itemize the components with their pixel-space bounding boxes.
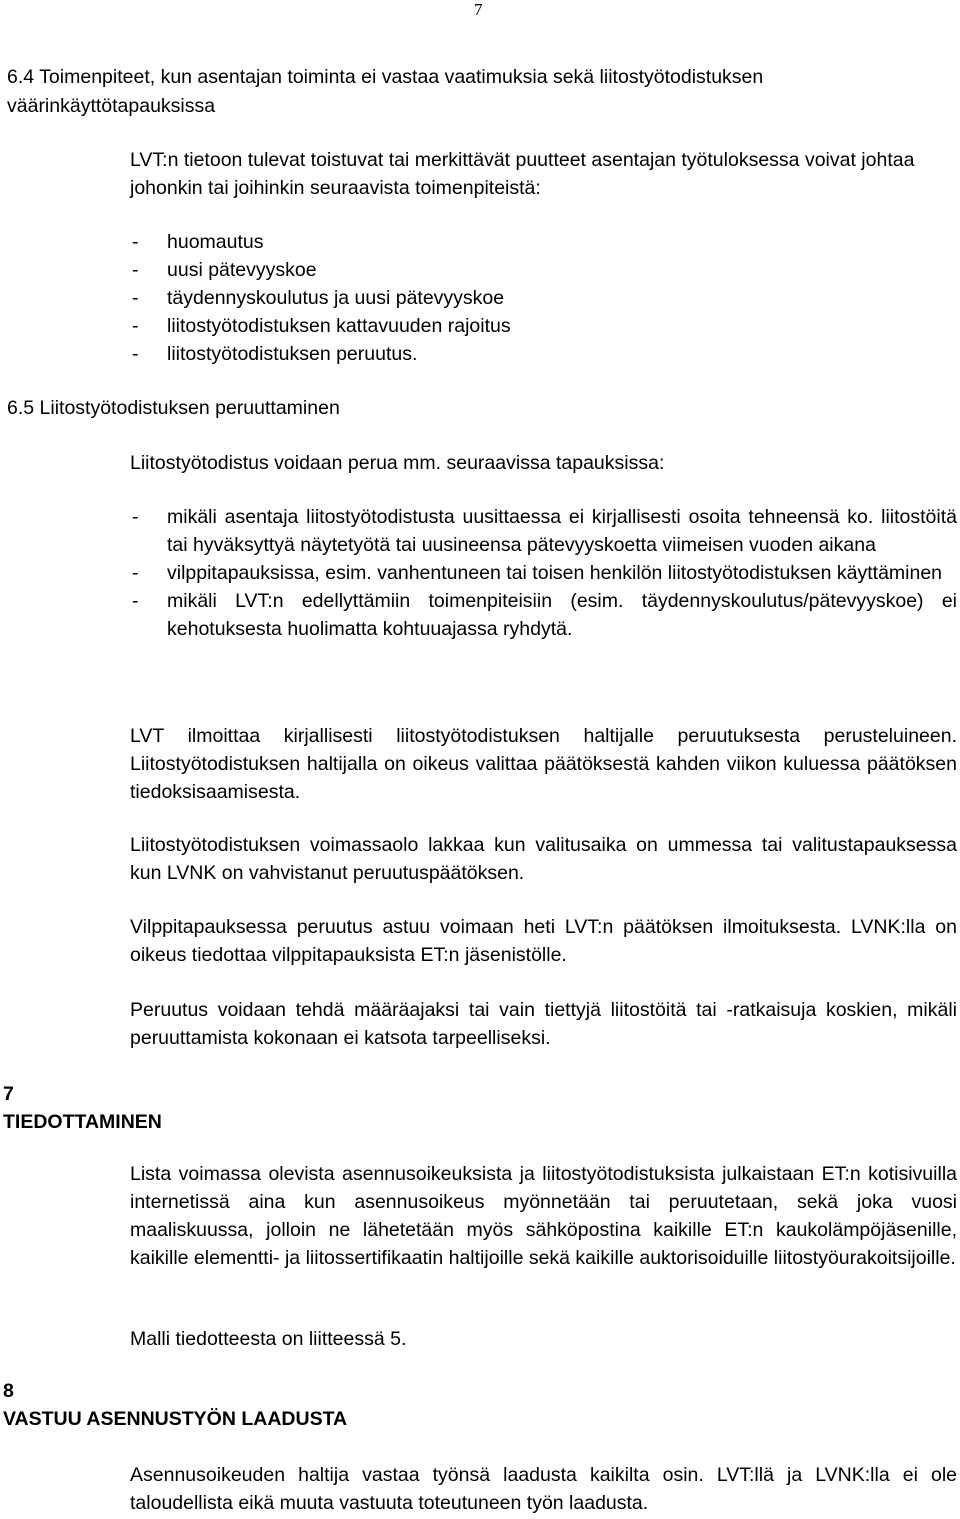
- list-item: [130, 228, 957, 256]
- section-6-4-intro: LVT:n tietoon tulevat toistuvat tai merkittävät puutteet asentajan työtuloksessa voivat johtaa johonkin tai joihinkin seuraavista toimenpiteistä:: [130, 149, 915, 199]
- section-6-5-list: [130, 503, 957, 643]
- paragraph: Lista voimassa olevista asennusoikeuksista ja liitostyötodistuksista julkaistaan ET:n kotisivuilla internetissä aina kun asennusoikeus myönnetään tai peruutetaan, sekä joka vuosi maaliskuussa, jolloin ne lähetetään myös sähköpostina kaikille ET:n kaukolämpöjäsenille, kaikille elementti- ja liitossertifikaatin haltijoille sekä kaikille auktorisoiduille liitostyöurakoitsijoille.: [130, 1163, 957, 1269]
- list-item: [130, 503, 957, 559]
- paragraph: Malli tiedotteesta on liitteessä 5.: [130, 1328, 407, 1350]
- section-number: 7: [3, 1083, 14, 1105]
- list-item-text: mikäli LVT:n edellyttämiin toimenpiteisiin (esim. täydennyskoulutus/pätevyyskoe) ei kehotuksesta huolimatta kohtuuajassa ryhdytä.: [167, 590, 957, 640]
- list-dash: -: [132, 231, 139, 253]
- list-item: [130, 587, 957, 643]
- paragraph-block: [130, 996, 957, 1052]
- list-item-text: liitostyötodistuksen kattavuuden rajoitus: [167, 315, 511, 337]
- page-number: 7: [474, 0, 483, 19]
- paragraph: Vilppitapauksessa peruutus astuu voimaan heti LVT:n päätöksen ilmoituksesta. LVNK:lla on oikeus tiedottaa vilppitapauksista ET:n jäsenistölle.: [130, 916, 957, 966]
- paragraph: Liitostyötodistuksen voimassaolo lakkaa kun valitusaika on ummessa tai valitustapauksessa kun LVNK on vahvistanut peruutuspäätöksen.: [130, 834, 957, 884]
- list-item: [130, 340, 957, 368]
- paragraph-block: [130, 1325, 957, 1353]
- paragraph: Asennusoikeuden haltija vastaa työnsä laadusta kaikilta osin. LVT:llä ja LVNK:lla ei ole taloudellista eikä muuta vastuuta toteutuneen työn laadusta.: [130, 1464, 957, 1514]
- section-8-heading: [3, 1377, 347, 1433]
- paragraph-block: [130, 831, 957, 887]
- list-item-text: liitostyötodistuksen peruutus.: [167, 343, 418, 365]
- paragraph-block: [130, 1461, 957, 1517]
- list-item-text: mikäli asentaja liitostyötodistusta uusittaessa ei kirjallisesti osoita tehneensä ko. liitostöitä tai hyväksyttyä näytetyötä tai uusineensa pätevyyskoetta viimeisen vuoden aikana: [167, 506, 957, 556]
- section-6-4-list: [130, 228, 957, 368]
- list-dash: -: [132, 287, 139, 309]
- list-dash: -: [132, 590, 139, 612]
- section-6-5-intro-block: [130, 449, 957, 477]
- paragraph-block: [130, 722, 957, 806]
- list-item: [130, 559, 957, 587]
- revocation-cases-list: [130, 503, 957, 643]
- list-dash: -: [132, 562, 139, 584]
- list-item: [130, 284, 957, 312]
- paragraph: Peruutus voidaan tehdä määräajaksi tai vain tiettyjä liitostöitä tai -ratkaisuja koskien, mikäli peruuttamista kokonaan ei katsota tarpeelliseksi.: [130, 999, 957, 1049]
- section-6-5-intro: Liitostyötodistus voidaan perua mm. seuraavissa tapauksissa:: [130, 452, 665, 474]
- paragraph-block: [130, 913, 957, 969]
- section-6-4-heading: 6.4 Toimenpiteet, kun asentajan toiminta ei vastaa vaatimuksia sekä liitostyötodistuksen väärinkäyttötapauksissa: [7, 66, 764, 117]
- list-item-text: täydennyskoulutus ja uusi pätevyyskoe: [167, 287, 505, 309]
- list-dash: -: [132, 343, 139, 365]
- list-dash: -: [132, 506, 139, 528]
- list-dash: -: [132, 259, 139, 281]
- list-item-text: uusi pätevyyskoe: [167, 259, 317, 281]
- section-6-4-body: [130, 146, 957, 202]
- section-title: TIEDOTTAMINEN: [3, 1111, 162, 1133]
- list-dash: -: [132, 315, 139, 337]
- section-6-5-heading: 6.5 Liitostyötodistuksen peruuttaminen: [7, 397, 340, 419]
- paragraph: LVT ilmoittaa kirjallisesti liitostyötodistuksen haltijalle peruutuksesta perusteluineen. Liitostyötodistuksen haltijalla on oikeus valittaa päätöksestä kahden viikon kuluessa päätöksen tiedoksisaamisesta.: [130, 725, 957, 803]
- section-number: 8: [3, 1380, 14, 1402]
- measures-list: [130, 228, 957, 368]
- section-title: VASTUU ASENNUSTYÖN LAADUSTA: [3, 1408, 348, 1430]
- list-item: [130, 312, 957, 340]
- section-7-heading: [3, 1080, 162, 1136]
- list-item-text: huomautus: [167, 231, 264, 253]
- list-item-text: vilppitapauksissa, esim. vanhentuneen tai toisen henkilön liitostyötodistuksen käyttäminen: [167, 562, 943, 584]
- list-item: [130, 256, 957, 284]
- paragraph-block: [130, 1160, 957, 1272]
